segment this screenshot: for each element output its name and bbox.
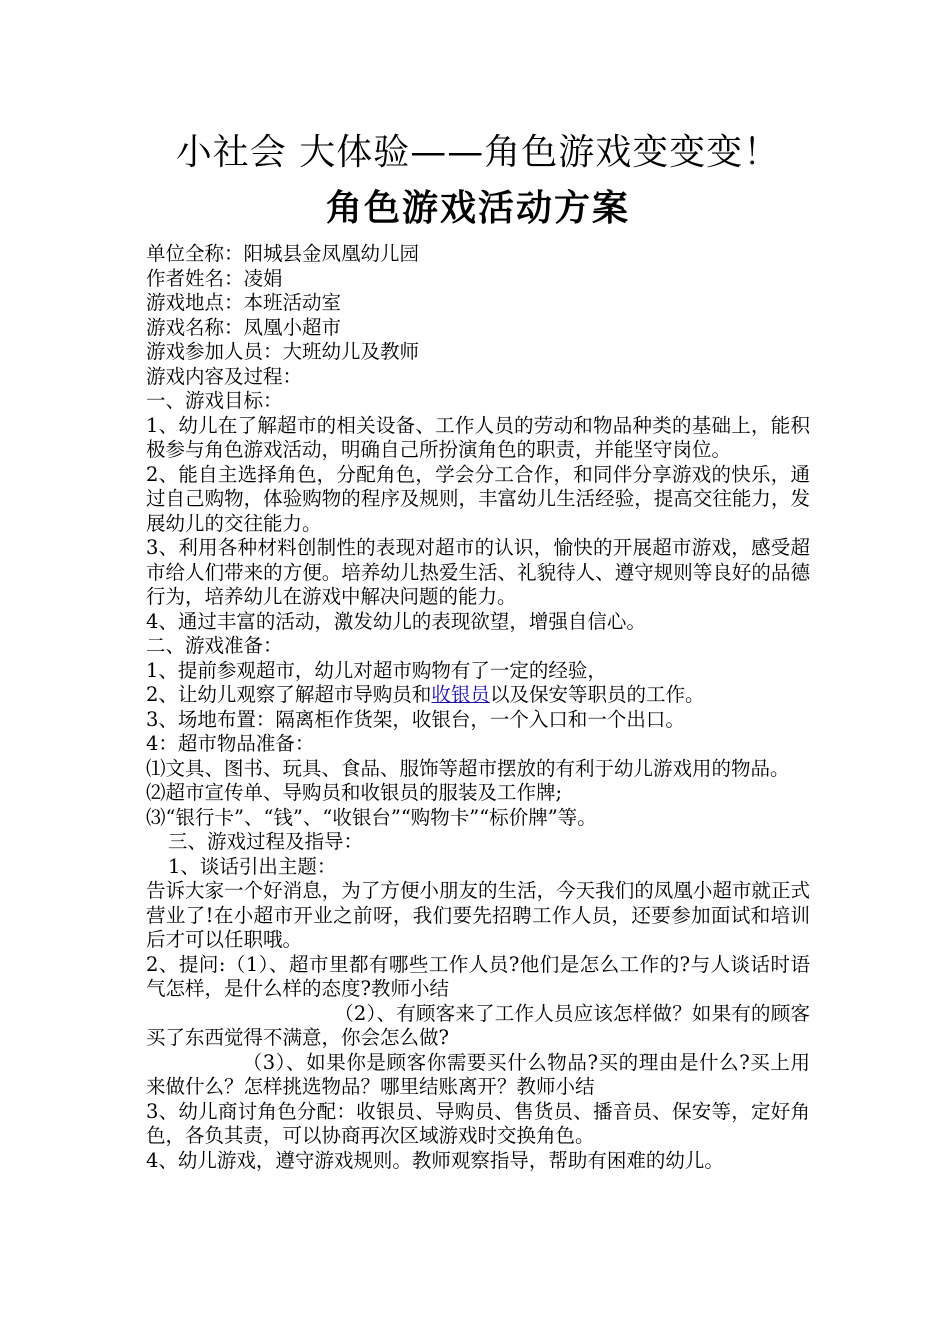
section3-item-2-q2-text: （2）、有顾客来了工作人员应该怎样做？如果有的顾客买了东西觉得不满意，你会怎么做? <box>146 1001 810 1049</box>
info-location: 游戏地点：本班活动室 <box>146 291 342 314</box>
section2-sub-1: ⑴文具、图书、玩具、食品、服饰等超市摆放的有利于幼儿游戏用的物品。 <box>146 756 790 780</box>
section3-item-2-q2 <box>146 1002 810 1051</box>
section3-item-2-q3 <box>146 1051 810 1100</box>
document-page <box>146 128 810 1173</box>
section1-item-4: 4、通过丰富的活动，激发幼儿的表现欲望，增强自信心。 <box>146 609 646 633</box>
info-content-heading: 游戏内容及过程： <box>146 364 303 388</box>
section3-item-1-heading: 1、谈话引出主题： <box>168 854 337 878</box>
section1-item-3: 3、利用各种材料创制性的表现对超市的认识，愉快的开展超市游戏，感受超市给人们带来的方便。培养幼儿热爱生活、礼貌待人、遵守规则等良好的品德行为，培养幼儿在游戏中解决问题的能力。 <box>146 536 810 608</box>
section2-item-2-after: 以及保安等职员的工作。 <box>489 683 705 706</box>
section1-item-1: 1、幼儿在了解超市的相关设备、工作人员的劳动和物品种类的基础上，能积极参与角色游戏活动，明确自己所扮演角色的职责，并能坚守岗位。 <box>146 413 810 461</box>
section2-item-4: 4：超市物品准备： <box>146 732 315 755</box>
info-author: 作者姓名：凌娟 <box>146 266 283 290</box>
info-game-name: 游戏名称：凤凰小超市 <box>146 315 342 339</box>
section1-item-2: 2、能自主选择角色，分配角色，学会分工合作，和同伴分享游戏的快乐，通过自己购物，体验购物的程序及规则，丰富幼儿生活经验，提高交往能力，发展幼儿的交往能力。 <box>146 462 810 535</box>
document-title: 小社会 大体验——角色游戏变变变！ <box>175 132 781 173</box>
section2-heading: 二、游戏准备： <box>146 634 283 657</box>
section2-sub-3: ⑶“银行卡”、“钱”、“收银台”“购物卡”“标价牌”等。 <box>146 805 597 829</box>
section3-item-4: 4、幼儿游戏，遵守游戏规则。教师观察指导，帮助有困难的幼儿。 <box>146 1148 724 1172</box>
section2-sub-2: ⑵超市宣传单、导购员和收银员的服装及工作牌; <box>146 781 563 804</box>
info-participants: 游戏参加人员：大班幼儿及教师 <box>146 340 420 363</box>
info-unit: 单位全称：阳城县金凤凰幼儿园 <box>146 242 420 265</box>
section3-item-2-q3-text: （3）、如果你是顾客你需要买什么物品?买的理由是什么?买上用来做什么？怎样挑选物品？哪里结账离开？教师小结 <box>146 1050 810 1098</box>
section3-item-3: 3、幼儿商讨角色分配：收银员、导购员、售货员、播音员、保安等，定好角色，各负其责，可以协商再次区域游戏时交换角色。 <box>146 1099 810 1147</box>
cashier-link[interactable]: 收银员 <box>431 683 490 706</box>
section2-item-2-before: 2、让幼儿观察了解超市导购员和 <box>146 683 432 706</box>
document-subtitle: 角色游戏活动方案 <box>325 188 630 229</box>
section3-item-2-q1: 2、提问:（1）、超市里都有哪些工作人员?他们是怎么工作的?与人谈话时语气怎样，是什么样的态度?教师小结 <box>146 952 810 1000</box>
section3-heading: 三、游戏过程及指导： <box>168 830 364 853</box>
section2-item-3: 3、场地布置：隔离柜作货架，收银台，一个入口和一个出口。 <box>146 707 685 731</box>
section3-item-1-text: 告诉大家一个好消息，为了方便小朋友的生活，今天我们的凤凰小超市就正式营业了!在小超市开业之前呀，我们要先招聘工作人员，还要参加面试和培训后才可以任职哦。 <box>146 879 810 951</box>
section2-item-1: 1、提前参观超市，幼儿对超市购物有了一定的经验， <box>146 658 607 682</box>
section2-item-2 <box>146 683 810 708</box>
section1-heading: 一、游戏目标： <box>146 389 283 412</box>
document-body <box>146 242 810 1173</box>
